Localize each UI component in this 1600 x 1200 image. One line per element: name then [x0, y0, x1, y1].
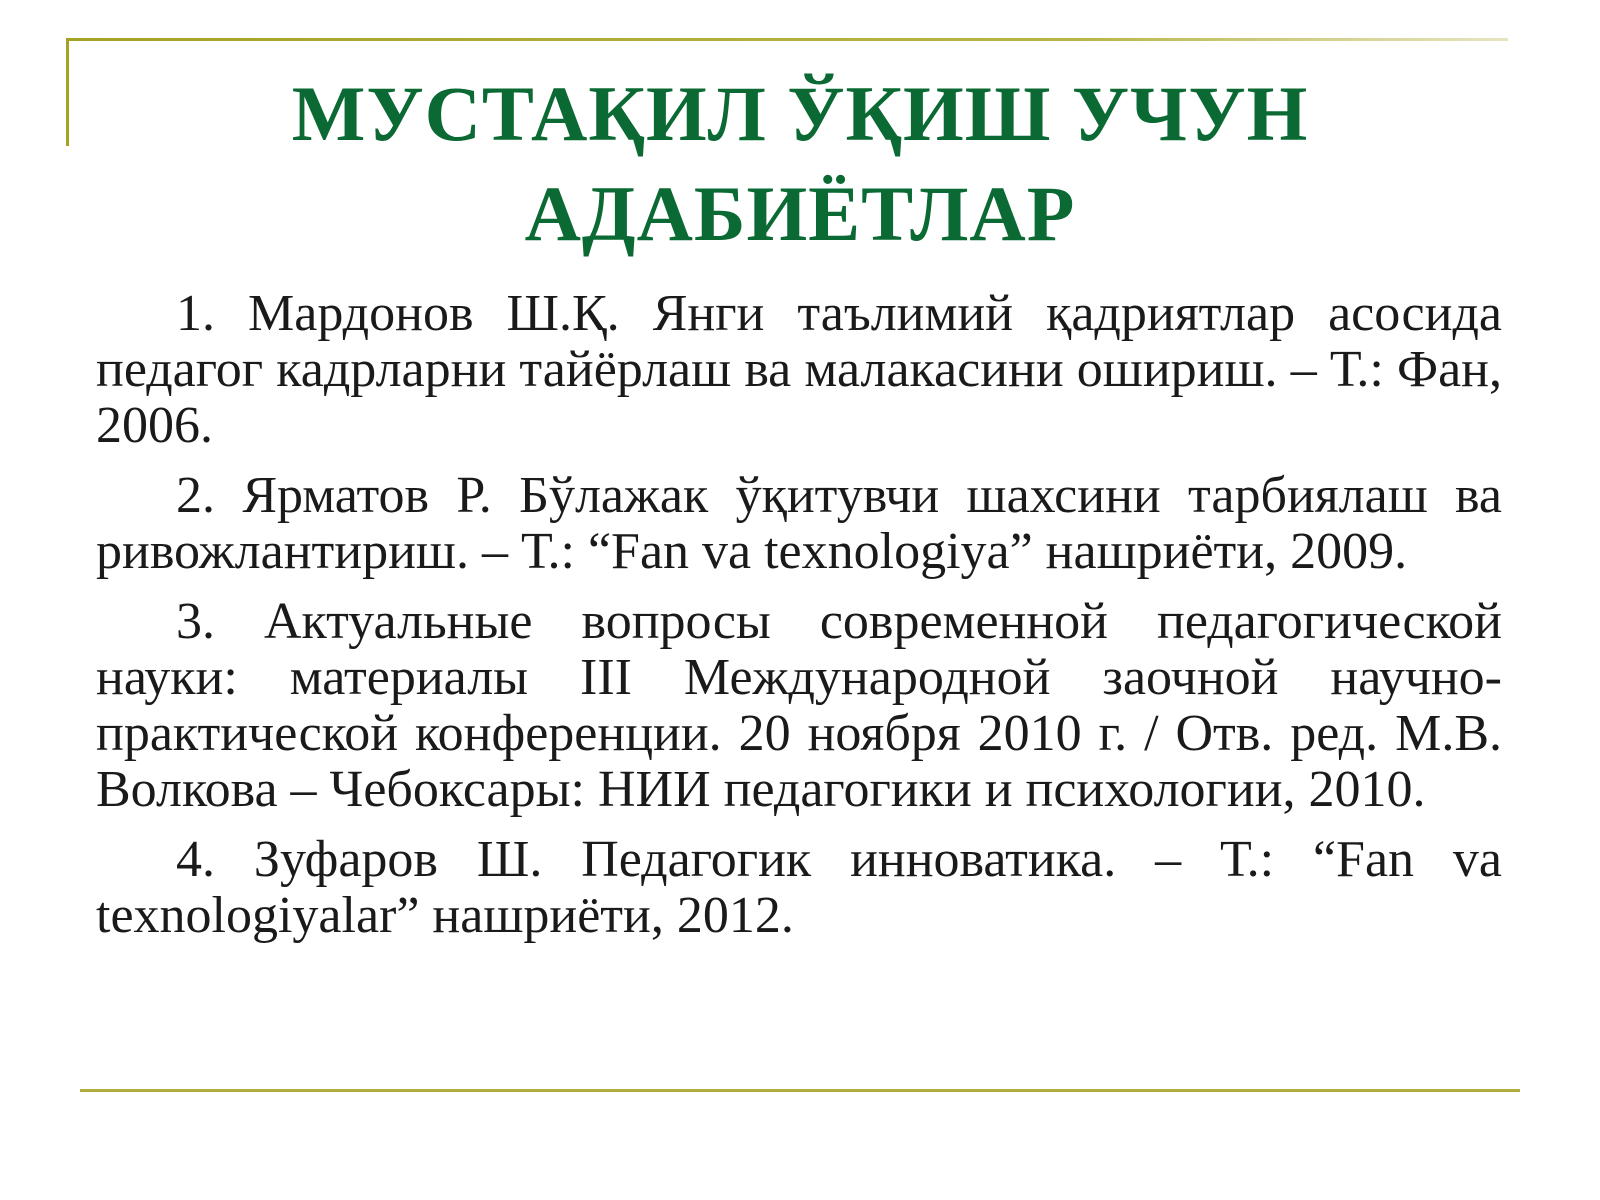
- reference-number: 1.: [176, 285, 215, 342]
- reference-number: 2.: [176, 467, 215, 524]
- reference-text: Ярматов Р. Бўлажак ўқитувчи шахсини тарбиялаш ва ривожлантириш. – Т.: “Fan va texnologiya” нашриёти, 2009.: [96, 467, 1503, 580]
- top-rule-divider: [66, 38, 1508, 41]
- slide-title-line-2: АДАБИЁТЛАР: [524, 170, 1076, 257]
- reference-item: [96, 468, 1502, 580]
- reference-text: Мардонов Ш.Қ. Янги таълимий қадриятлар асосида педагог кадрларни тайёрлаш ва малакасини ошириш. – Т.: Фан, 2006.: [96, 285, 1502, 454]
- reference-item: [96, 286, 1502, 454]
- reference-number: 4.: [176, 831, 215, 888]
- slide-title-line-1: МУСТАҚИЛ ЎҚИШ УЧУН: [291, 70, 1309, 157]
- reference-number: 3.: [176, 593, 215, 650]
- bottom-rule-divider: [80, 1089, 1520, 1092]
- slide-title: [110, 64, 1490, 264]
- reference-list: [96, 286, 1502, 958]
- reference-text: Зуфаров Ш. Педагогик инноватика. – Т.: “Fan va texnologiyalar” нашриёти, 2012.: [96, 831, 1503, 944]
- reference-text: Актуальные вопросы современной педагогической науки: материалы III Международной заочной научно-практической конференции. 20 ноября 2010 г. / Отв. ред. М.В. Волкова – Чебоксары: НИИ педагогики и психологии, 2010.: [96, 593, 1502, 818]
- reference-item: [96, 594, 1502, 818]
- left-rule-divider: [66, 38, 69, 146]
- reference-item: [96, 832, 1502, 944]
